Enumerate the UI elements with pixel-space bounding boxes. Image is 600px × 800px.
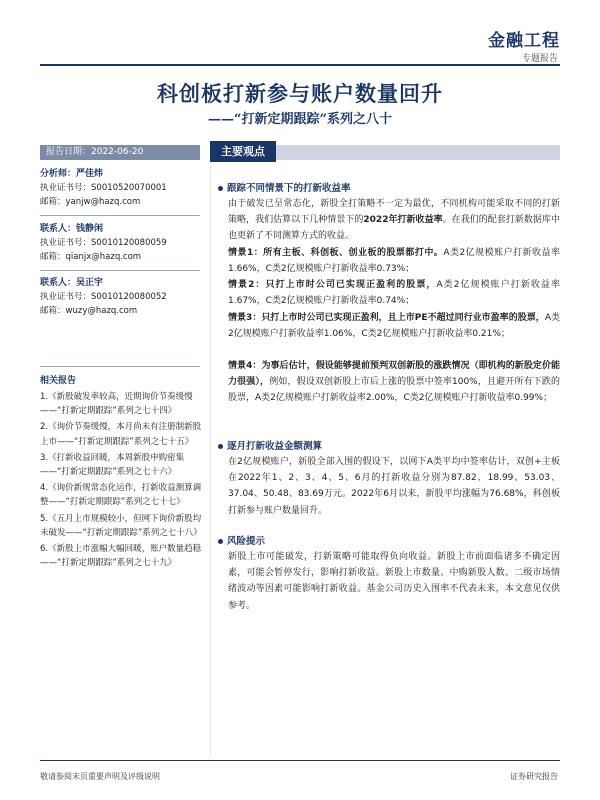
section-heading-text: 逐月打新收益金额测算 xyxy=(227,441,323,452)
bullet-icon xyxy=(218,444,223,449)
author-name: 钱静闲 xyxy=(76,224,104,234)
scenario-1 xyxy=(228,245,560,277)
scenario-text: A类2亿规模账户打新收益率1.06%，C类2亿规模账户打新收益率0.21%； xyxy=(228,313,560,340)
scenario-text: A类2亿规模账户打新收益率1.66%，C类2亿规模账户打新收益率0.73%； xyxy=(228,248,561,275)
related-report-item[interactable]: 4.《询价新规常态化运作，打新收益测算调整——“打新定期跟踪”系列之七十七》 xyxy=(40,483,202,508)
scenario-3 xyxy=(228,310,560,342)
scenario-title: 情景1：所有主板、科创板、创业板的股票都打中。 xyxy=(228,248,444,258)
intro-text-end: 。在我们的配套打新数据库中也更新了不同测算方式的收益。 xyxy=(228,215,560,242)
email-label: 邮箱： xyxy=(40,197,66,207)
related-report-item[interactable]: 6.《新股上市涨幅大幅回暖，账户数量趋稳——“打新定期跟踪”系列之七十九》 xyxy=(40,544,202,569)
scenario-4 xyxy=(228,358,560,407)
report-date: 报告日期：2022-06-20 xyxy=(40,145,200,160)
section-heading-text: 跟踪不同情景下的打新收益率 xyxy=(227,183,351,194)
related-report-item[interactable]: 1.《新股破发率较高，近期询价节奏缓慢——“打新定期跟踪”系列之七十四》 xyxy=(40,392,193,417)
column-divider xyxy=(210,166,211,756)
scenario-title: 情景2：只打上市时公司已实现正盈利的股票， xyxy=(228,280,437,290)
author-separator xyxy=(40,270,200,271)
intro-text: 由于破发已呈常态化，新股全打策略不一定为最优，不同机构可能采取不同的打新策略，我们估算以下几种情景下的 xyxy=(228,199,560,226)
scenario-title: 情景4：为事后估计，假设能够提前预判双创新股的涨跌情况（即机构的新股定价能力很强）， xyxy=(228,361,560,388)
author-role: 联系人： xyxy=(40,278,77,288)
footer-disclaimer: 敬请参阅末页重要声明及评级说明 xyxy=(40,772,160,781)
cert-label: 执业证书号： xyxy=(40,292,92,302)
author-separator xyxy=(40,215,200,216)
header-divider xyxy=(40,64,560,66)
report-subtitle: ——“打新定期跟踪”系列之八十 xyxy=(208,112,392,127)
cert-number: S0010520070001 xyxy=(91,183,167,193)
scenarios-intro xyxy=(228,196,560,245)
author-email[interactable]: yanjw@hazq.com xyxy=(65,197,141,207)
intro-emphasis: 2022年打新收益率 xyxy=(363,215,443,226)
footer-divider xyxy=(40,760,560,761)
related-report-item[interactable]: 2.《询价节奏缓慢，本月尚未有注册制新股上市——“打新定期跟踪”系列之七十五》 xyxy=(40,422,202,447)
scenario-text: A类2亿规模账户打新收益率1.67%，C类2亿规模账户打新收益率0.74%； xyxy=(228,280,560,307)
section-heading-risk xyxy=(218,533,265,547)
monthly-estimate-text: 在2亿规模账户，新股全部入围的假设下，以网下A类平均中签率估计，双创+主板在2022年1、2、3、4、5、6月的打新收益分别为87.82、18.99、53.03、37.04、50.48、83.69万元。2022年6月以来，新股平均涨幅为76.68%，科创板打新参与账户数量回升。 xyxy=(228,457,560,516)
cert-label: 执业证书号： xyxy=(40,183,92,193)
related-report-item[interactable]: 5.《五月上市规模较小，但网下询价新股均未破发——“打新定期跟踪”系列之七十八》 xyxy=(40,513,202,538)
author-block-1 xyxy=(40,167,200,209)
related-reports-list xyxy=(40,390,202,570)
email-label: 邮箱： xyxy=(40,306,66,316)
author-email[interactable]: wuzy@hazq.com xyxy=(65,306,138,316)
bullet-icon xyxy=(218,186,223,191)
scenario-2 xyxy=(228,277,560,309)
related-report-item[interactable]: 3.《打新收益回暖，本周新股申购密集——“打新定期跟踪”系列之七十六》 xyxy=(40,452,185,478)
author-role: 联系人： xyxy=(40,224,77,234)
brand-title: 金融工程 xyxy=(488,31,560,51)
section-heading-monthly xyxy=(218,438,322,452)
author-block-2 xyxy=(40,222,200,264)
bullet-icon xyxy=(218,539,223,544)
related-separator xyxy=(40,366,200,367)
author-block-3 xyxy=(40,276,200,318)
report-category: 专题报告 xyxy=(521,54,558,64)
email-label: 邮箱： xyxy=(40,252,66,262)
cert-number: S0010120080052 xyxy=(91,292,167,302)
cert-label: 执业证书号： xyxy=(40,238,92,248)
section-heading-text: 风险提示 xyxy=(227,536,266,547)
report-title: 科创板打新参与账户数量回升 xyxy=(157,81,443,106)
scenario-title: 情景3：只打上市时公司已实现正盈利，且上市PE不超过同行业市盈率的股票， xyxy=(228,313,545,323)
cert-number: S0010120080059 xyxy=(91,238,167,248)
footer-report-type: 证券研究报告 xyxy=(510,772,558,781)
author-email[interactable]: qianjx@hazq.com xyxy=(65,252,142,262)
author-role: 分析师： xyxy=(40,169,77,179)
related-reports-heading: 相关报告 xyxy=(40,376,77,386)
section-heading-scenarios xyxy=(218,180,351,194)
key-points-label: 主要观点 xyxy=(210,141,276,162)
author-name: 吴正宇 xyxy=(76,278,104,288)
risk-warning-text: 新股上市可能破发，打新策略可能取得负向收益。新股上市前面临诸多不确定因素，可能会暂停发行，影响打新收益。新股上市数量、中购新股人数、二级市场情绪波动等因素可能影响打新收益。基金公司历史入围率不代表未来，本文意见仅供参考。 xyxy=(228,552,560,611)
scenario-text: 例如，假设双创新股上市后上涨的股票中签率100%，且避开所有下跌的股票，A类2亿规模账户打新收益率2.00%，C类2亿规模账户打新收益率0.99%； xyxy=(228,377,560,404)
author-name: 严佳炜 xyxy=(76,169,104,179)
